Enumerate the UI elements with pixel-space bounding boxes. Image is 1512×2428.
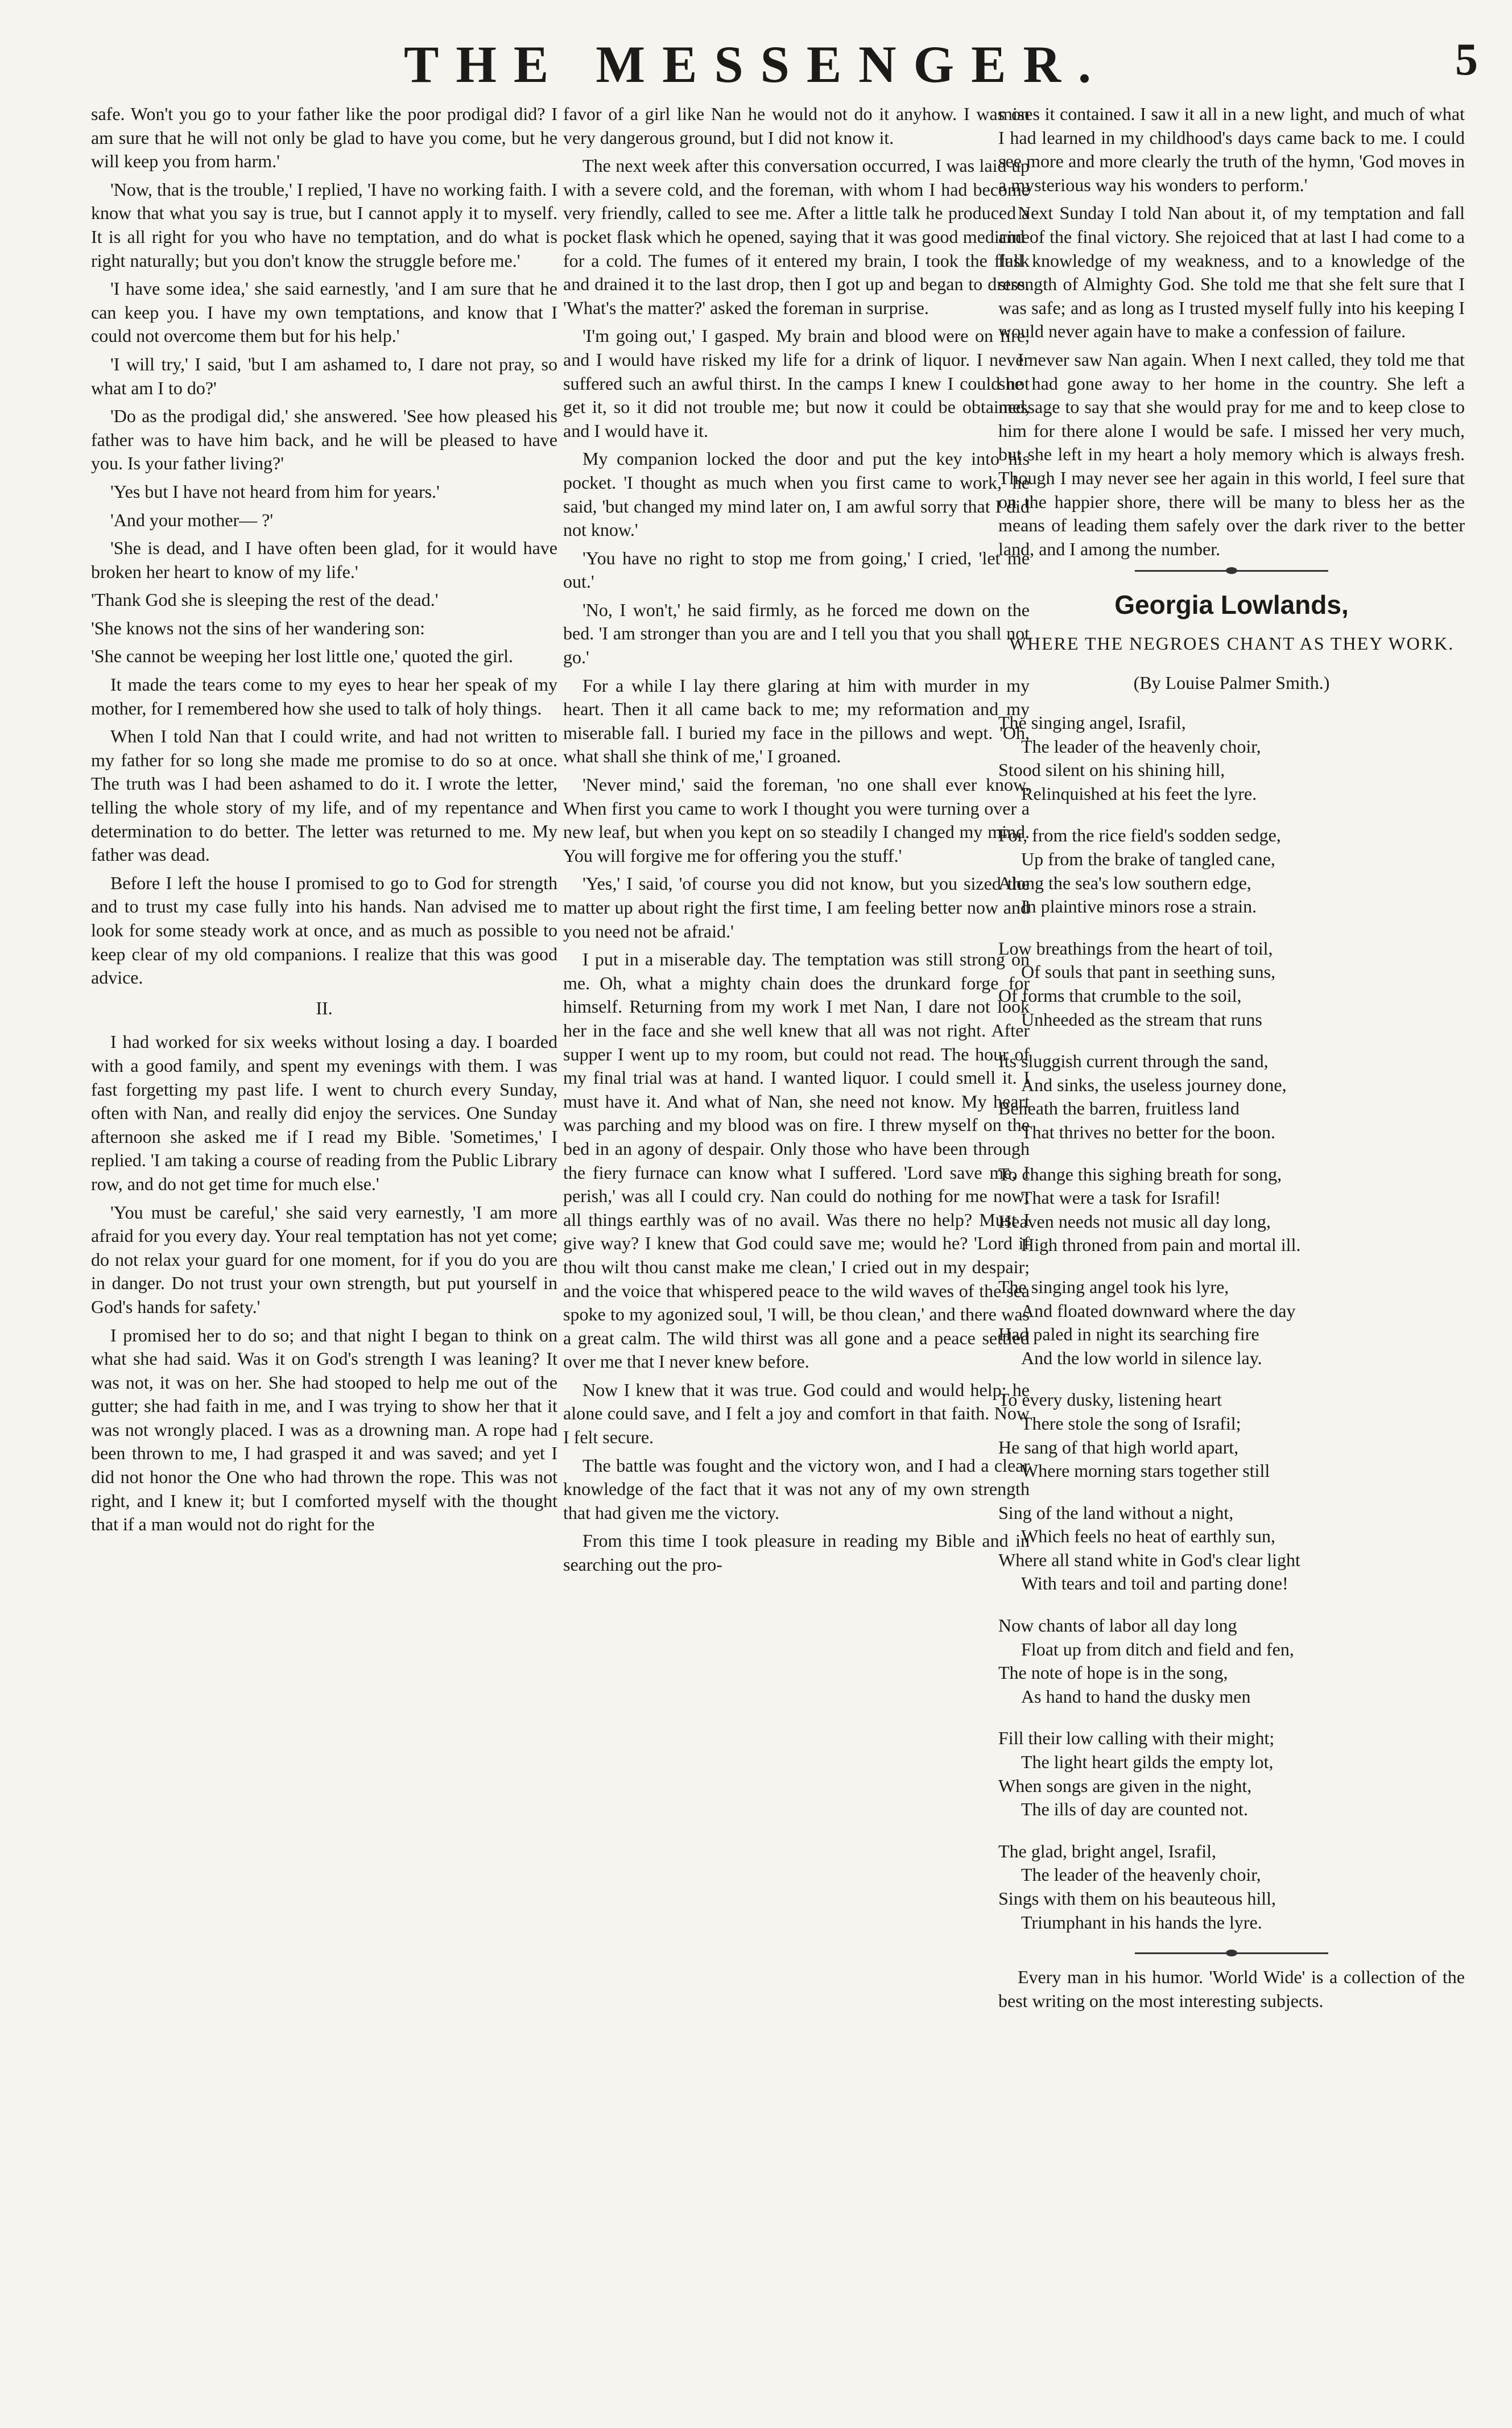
paragraph: 'Now, that is the trouble,' I replied, 'I have no working faith. I know that what you say is true, but I cannot apply it to myself. It is all right for you who have no temptation, and do what is right naturally; but you don't know the struggle before me.' xyxy=(91,179,557,271)
quoted-line: 'She cannot be weeping her lost little one,' quoted the girl. xyxy=(91,646,514,667)
poem-stanza xyxy=(998,1050,1465,1144)
poem-line: He sang of that high world apart, xyxy=(998,1436,1239,1457)
paragraph: safe. Won't you go to your father like the poor prodigal did? I am sure that he will not only be glad to have you come, but he will keep you from harm.' xyxy=(91,104,557,172)
poem-line: High throned from pain and mortal ill. xyxy=(1021,1234,1301,1256)
world-wide-note: Every man in his humor. 'World Wide' is a collection of the best writing on the most interesting subjects. xyxy=(998,1967,1465,2011)
paragraph: 'Yes but I have not heard from him for years.' xyxy=(110,481,440,502)
poem-line: As hand to hand the dusky men xyxy=(1021,1686,1251,1707)
poem-stanza xyxy=(998,1501,1465,1596)
poem-stanza xyxy=(998,1388,1465,1483)
paragraph: favor of a girl like Nan he would not do it anyhow. I was on very dangerous ground, but I did not know it. xyxy=(563,104,1030,148)
poem-line: Beneath the barren, fruitless land xyxy=(998,1098,1240,1119)
paragraph: 'You have no right to stop me from going,' I cried, 'let me out.' xyxy=(563,547,1030,592)
poem-stanza xyxy=(998,1840,1465,1934)
poem-line: The glad, bright angel, Israfil, xyxy=(998,1840,1216,1861)
newspaper-title: THE MESSENGER. xyxy=(404,35,1108,93)
poem-line: Sing of the land without a night, xyxy=(998,1502,1234,1523)
poem-line: Along the sea's low southern edge, xyxy=(998,872,1251,893)
poem-stanza xyxy=(998,1275,1465,1370)
column-3 xyxy=(998,102,1465,2355)
poem-stanza xyxy=(998,711,1465,806)
paragraph: 'Do as the prodigal did,' she answered. 'See how pleased his father was to have him back, and he will be pleased to have you. Is your father living?' xyxy=(91,406,557,474)
poem-title: Georgia Lowlands, xyxy=(1114,590,1349,620)
column-1 xyxy=(91,102,557,2355)
poem-line: Float up from ditch and field and fen, xyxy=(1021,1638,1294,1659)
poem-stanza xyxy=(998,824,1465,918)
paragraph: Now I knew that it was true. God could and would help; he alone could save, and I felt a joy and comfort in that faith. Now I felt secure. xyxy=(563,1379,1030,1448)
poem-line: When songs are given in the night, xyxy=(998,1775,1252,1796)
poem-line: Sings with them on his beauteous hill, xyxy=(998,1888,1276,1909)
poem-line: Where morning stars together still xyxy=(1021,1460,1270,1481)
paragraph: 'I have some idea,' she said earnestly, 'and I am sure that he can keep you. I have my own temptations, and know that I could not overcome them but for his help.' xyxy=(91,278,557,346)
paragraph: From this time I took pleasure in reading my Bible and in searching out the pro- xyxy=(563,1530,1030,1575)
paragraph: I never saw Nan again. When I next called, they told me that she had gone away to her home in the country. She left a message to say that she would pray for me and to keep close to him for there alone I would be safe. I missed her very much, but she left in my heart a holy memory which is always fresh. Though I may never see her again in this world, I feel sure that on the happier shore, there will be many to bless her as the means of leading them safely over the dark river to the better land, and I among the number. xyxy=(998,349,1465,559)
poem-divider xyxy=(1135,1952,1328,1954)
poem-line: In plaintive minors rose a strain. xyxy=(1021,896,1257,917)
poem-line: Had paled in night its searching fire xyxy=(998,1324,1259,1345)
poem-line: Up from the brake of tangled cane, xyxy=(1021,849,1275,870)
paragraph: Before I left the house I promised to go to God for strength and to trust my case fully into his hands. Nan advised me to look for some steady work at once, and as much as possible to keep clear of my old companions. I realize that this was good advice. xyxy=(91,872,557,988)
poem-line: Of souls that pant in seething suns, xyxy=(1021,961,1276,982)
poem-line: Stood silent on his shining hill, xyxy=(998,759,1225,781)
masthead xyxy=(0,23,1512,91)
poem-line: Relinquished at his feet the lyre. xyxy=(1021,783,1257,804)
poem-line: Low breathings from the heart of toil, xyxy=(998,938,1273,959)
page-number: 5 xyxy=(1455,35,1478,85)
poem-line: The leader of the heavenly choir, xyxy=(1021,736,1261,757)
section-number: II. xyxy=(316,997,333,1018)
paragraph: The next week after this conversation occurred, I was laid up with a severe cold, and the foreman, with whom I had become very friendly, called to see me. After a little talk he produced a pocket flask which he opened, saying that it was good medicine for a cold. The fumes of it entered my brain, I took the flask and drained it to the last drop, then I got up and began to dress. 'What's the matter?' asked the foreman in surprise. xyxy=(563,155,1030,318)
paragraph: I promised her to do so; and that night I began to think on what she had said. Was it on God's strength I was leaning? It was not, it was on her. She had stooped to help me out of the gutter; she had faith in me, and I was trying to show her that it was not wrongly placed. I was as a drowning man. A rope had been thrown to me, I had grasped it and was saved; and yet I did not honor the One who had thrown the rope. This was not right, and I knew it; but I comforted myself with the thought that if a man would not do right for the xyxy=(91,1324,557,1535)
poem-line: The light heart gilds the empty lot, xyxy=(1021,1752,1274,1773)
paragraph: My companion locked the door and put the key into his pocket. 'I thought as much when you first came to work,' he said, 'but changed my mind later on, I am awful sorry that I did not know.' xyxy=(563,448,1030,540)
quoted-line: 'She knows not the sins of her wandering son: xyxy=(91,617,425,638)
poem-stanza xyxy=(998,1727,1465,1821)
paragraph: 'I'm going out,' I gasped. My brain and blood were on fire, and I would have risked my life for a drink of liquor. I never suffered such an awful thirst. In the camps I knew I could not get it, so it did not trouble me; but now it could be obtained, and I would have it. xyxy=(563,325,1030,441)
poem-stanza xyxy=(998,1163,1465,1257)
paragraph: mises it contained. I saw it all in a new light, and much of what I had learned in my childhood's days came back to me. I could see more and more clearly the truth of the hymn, 'God moves in a mysterious way his wonders to perform.' xyxy=(998,104,1465,195)
poem-line: And the low world in silence lay. xyxy=(1021,1347,1262,1368)
paragraph: 'She is dead, and I have often been glad, for it would have broken her heart to know of my life.' xyxy=(91,538,557,582)
paragraph: Next Sunday I told Nan about it, of my temptation and fall and of the final victory. She rejoiced that at last I had come to a full knowledge of my weakness, and to a knowledge of the strength of Almighty God. She told me that she felt sure that I was safe; and as long as I trusted myself fully into his keeping I would never again have to make a confession of failure. xyxy=(998,203,1465,342)
paragraph: I had worked for six weeks without losing a day. I boarded with a good family, and spent my evenings with them. I was fast forgetting my past life. I went to church every Sunday, often with Nan, and really did enjoy the services. One Sunday afternoon she asked me if I read my Bible. 'Sometimes,' I replied. 'I am taking a course of reading from the Public Library row, and do not get time for much else.' xyxy=(91,1031,557,1194)
poem-line: With tears and toil and parting done! xyxy=(1021,1573,1288,1594)
poem-stanza xyxy=(998,937,1465,1031)
poem-line: Its sluggish current through the sand, xyxy=(998,1051,1269,1072)
paragraph: It made the tears come to my eyes to hear her speak of my mother, for I remembered how she used to talk of holy things. xyxy=(91,674,557,719)
poem-line: The singing angel took his lyre, xyxy=(998,1276,1229,1297)
poem-line: For, from the rice field's sodden sedge, xyxy=(998,825,1281,846)
quoted-line: 'Thank God she is sleeping the rest of the dead.' xyxy=(91,589,439,610)
poem-line: That thrives no better for the boon. xyxy=(1021,1121,1275,1142)
poem-line: To change this sighing breath for song, xyxy=(998,1163,1282,1184)
poem-line: Where all stand white in God's clear light xyxy=(998,1549,1300,1570)
poem-line: The leader of the heavenly choir, xyxy=(1021,1864,1261,1885)
poem-line: Which feels no heat of earthly sun, xyxy=(1021,1526,1275,1547)
paragraph: The battle was fought and the victory won, and I had a clear knowledge of the fact that it was not any of my own strength that had given me the victory. xyxy=(563,1455,1030,1523)
poem-stanzas xyxy=(998,711,1465,1934)
poem-line: To every dusky, listening heart xyxy=(998,1389,1222,1410)
poem-line: The ills of day are counted not. xyxy=(1021,1799,1248,1820)
paragraph: For a while I lay there glaring at him with murder in my heart. Then it all came back to me; my reformation and my miserable fall. I buried my face in the pillows and wept. 'Oh, what shall she think of me,' I groaned. xyxy=(563,675,1030,767)
paragraph: 'You must be careful,' she said very earnestly, 'I am more afraid for you every day. Your real temptation has not yet come; do not relax your guard for one moment, for if you do you are in danger. Do not trust your own strength, but put yourself in God's hands for safety.' xyxy=(91,1201,557,1317)
poem-line: Heaven needs not music all day long, xyxy=(998,1211,1271,1232)
paragraph: 'No, I won't,' he said firmly, as he forced me down on the bed. 'I am stronger than you are and I tell you that you shall not go.' xyxy=(563,599,1030,668)
paragraph: 'Yes,' I said, 'of course you did not know, but you sized the matter up about right the first time, I am feeling better now and you need not be afraid.' xyxy=(563,873,1030,942)
story-divider xyxy=(1135,570,1328,572)
poem-line: Fill their low calling with their might; xyxy=(998,1728,1275,1749)
paragraph: 'Never mind,' said the foreman, 'no one shall ever know. When first you came to work I thought you were turning over a new leaf, but when you kept on so steadily I changed my mind. You will forgive me for offering you the stuff.' xyxy=(563,774,1030,866)
poem-author: (By Louise Palmer Smith.) xyxy=(1133,672,1330,693)
poem-line: And sinks, the useless journey done, xyxy=(1021,1074,1287,1095)
poem-subtitle: WHERE THE NEGROES CHANT AS THEY WORK. xyxy=(1009,633,1455,654)
paragraph: When I told Nan that I could write, and had not written to my father for so long she made me promise to do so at once. The truth was I had been ashamed to do it. I wrote the letter, telling the whole story of my life, and of my repentance and determination to do better. The letter was returned to me. My father was dead. xyxy=(91,726,557,865)
poem-line: Of forms that crumble to the soil, xyxy=(998,985,1242,1006)
poem-line: The singing angel, Israfil, xyxy=(998,712,1186,733)
poem-line: That were a task for Israfil! xyxy=(1021,1187,1221,1208)
paragraph: I put in a miserable day. The temptation was still strong on me. Oh, what a mighty chain does the drunkard forge for himself. Returning from my work I met Nan, I dare not look her in the face and she well knew that all was not right. After supper I went up to my room, but could not read. The hour of my final trial was at hand. I wanted liquor. I could smell it. I must have it. And what of Nan, she need not know. My heart was parching and my blood was on fire. I threw myself on the bed in an agony of despair. Only those who have been through the fiery furnace can know what I suffered. 'Lord save me, I perish,' was all I could cry. Nan could do nothing for me now; all things earthly was of no avail. Was there no help? Must I give way? I knew that God could save me; would he? 'Lord if thou wilt thou canst make me clean,' I cried out in my despair; and the voice that whispered peace to the wild waves of the sea spoke to my agonized soul, 'I will, be thou clean,' and there was a great calm. The wild thirst was all gone and a peace settled over me that I never knew before. xyxy=(563,949,1030,1372)
poem-line: Triumphant in his hands the lyre. xyxy=(1021,1911,1262,1933)
paragraph: 'I will try,' I said, 'but I am ashamed to, I dare not pray, so what am I to do?' xyxy=(91,353,557,398)
poem-line: Unheeded as the stream that runs xyxy=(1021,1009,1262,1030)
poem-line: And floated downward where the day xyxy=(1021,1300,1296,1321)
poem xyxy=(998,590,1465,1934)
poem-line: Now chants of labor all day long xyxy=(998,1615,1237,1636)
column-2 xyxy=(563,102,1030,2355)
poem-line: There stole the song of Israfil; xyxy=(1021,1413,1241,1434)
poem-stanza xyxy=(998,1614,1465,1708)
poem-line: The note of hope is in the song, xyxy=(998,1662,1228,1683)
paragraph: 'And your mother— ?' xyxy=(110,509,274,530)
